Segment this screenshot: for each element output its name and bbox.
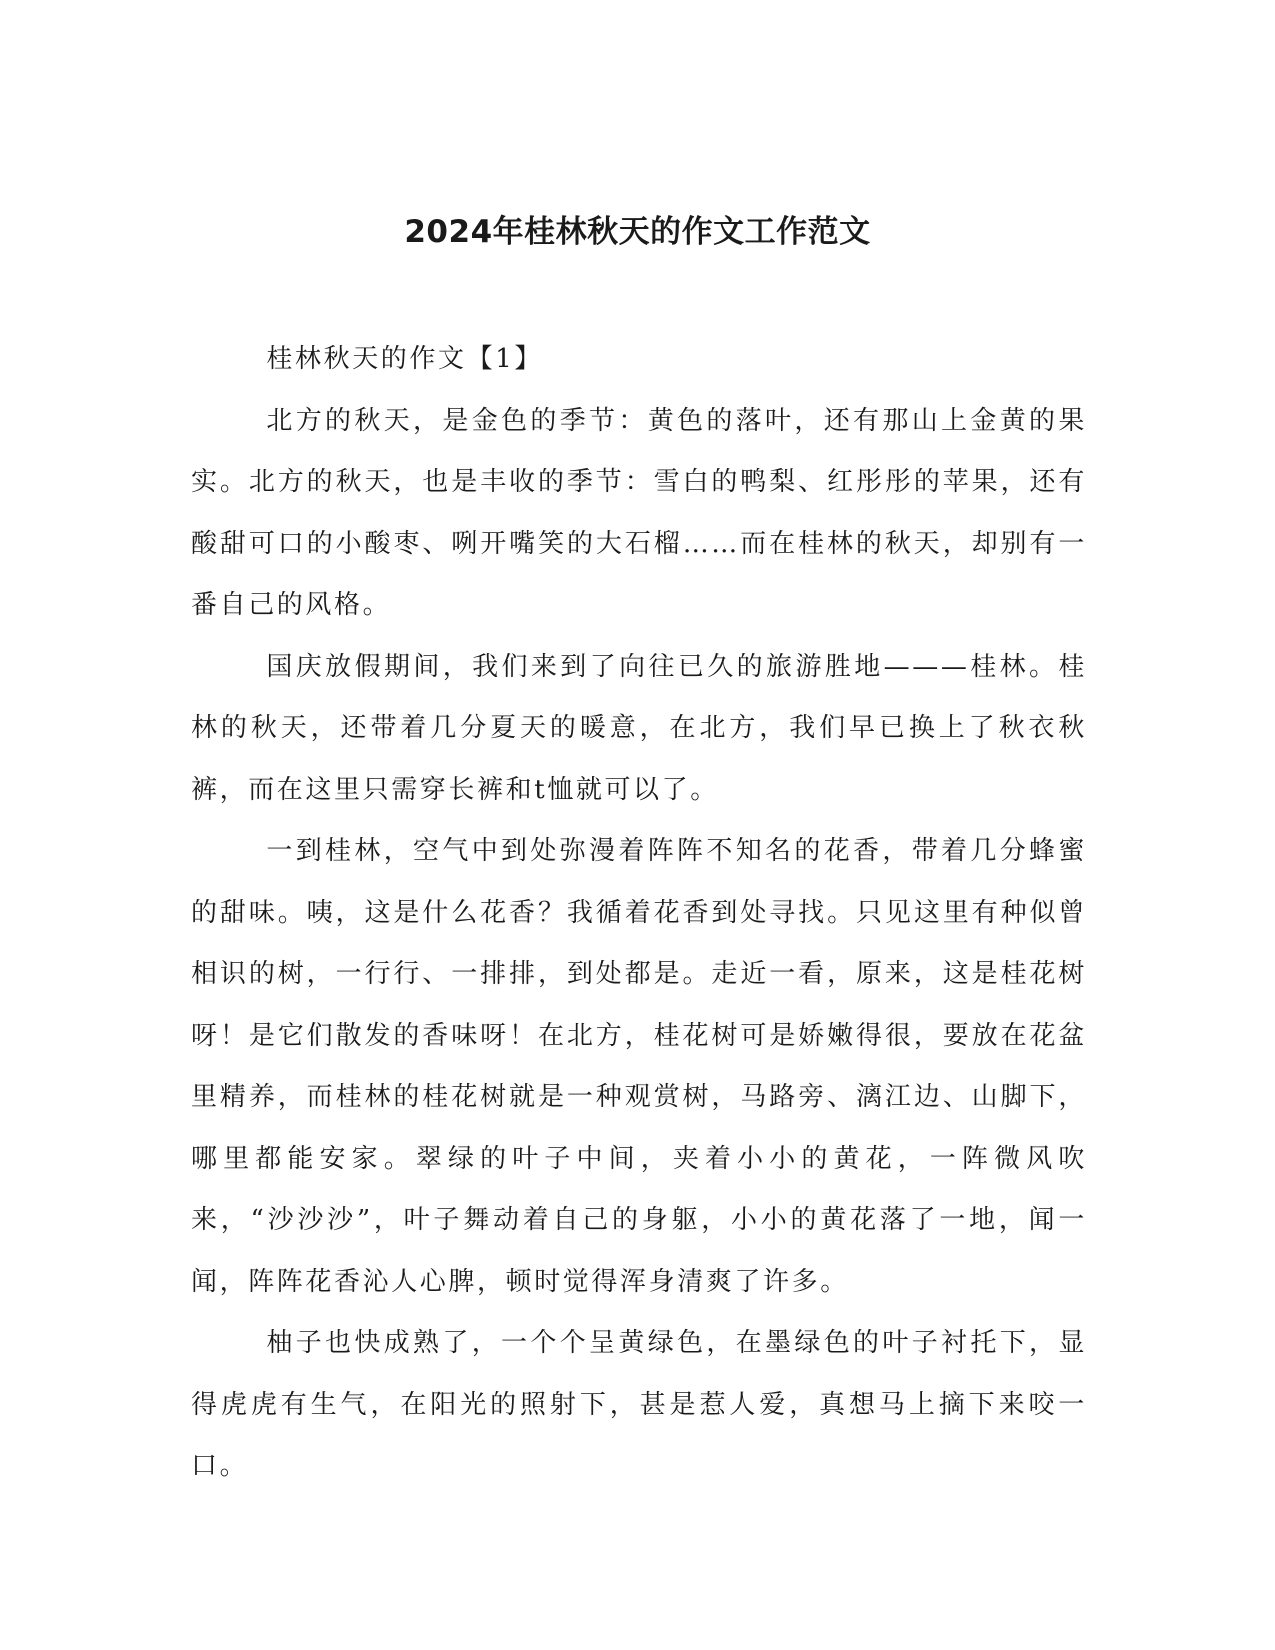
- paragraph-4: 柚子也快成熟了，一个个呈黄绿色，在墨绿色的叶子衬托下，显得虎虎有生气，在阳光的照射下，甚是惹人爱，真想马上摘下来咬一口。: [191, 1328, 1087, 1481]
- document-title: 2024年桂林秋天的作文工作范文: [404, 214, 871, 250]
- document-body: [191, 329, 1087, 1498]
- section-heading: 桂林秋天的作文【1】: [266, 344, 543, 374]
- paragraph-2: 国庆放假期间，我们来到了向往已久的旅游胜地———桂林。桂林的秋天，还带着几分夏天的暖意，在北方，我们早已换上了秋衣秋裤，而在这里只需穿长裤和t恤就可以了。: [191, 651, 1087, 805]
- paragraph-1: 北方的秋天，是金色的季节：黄色的落叶，还有那山上金黄的果实。北方的秋天，也是丰收的季节：雪白的鸭梨、红彤彤的苹果，还有酸甜可口的小酸枣、咧开嘴笑的大石榴……而在桂林的秋天，却别有一番自己的风格。: [191, 405, 1087, 620]
- paragraph-3: 一到桂林，空气中到处弥漫着阵阵不知名的花香，带着几分蜂蜜的甜味。咦，这是什么花香？我循着花香到处寻找。只见这里有种似曾相识的树，一行行、一排排，到处都是。走近一看，原来，这是桂花树呀！是它们散发的香味呀！在北方，桂花树可是娇嫩得很，要放在花盆里精养，而桂林的桂花树就是一种观赏树，马路旁、漓江边、山脚下，哪里都能安家。翠绿的叶子中间，夹着小小的黄花，一阵微风吹来，“沙沙沙”，叶子舞动着自己的身躯，小小的黄花落了一地，闻一闻，阵阵花香沁人心脾，顿时觉得浑身清爽了许多。: [191, 836, 1087, 1297]
